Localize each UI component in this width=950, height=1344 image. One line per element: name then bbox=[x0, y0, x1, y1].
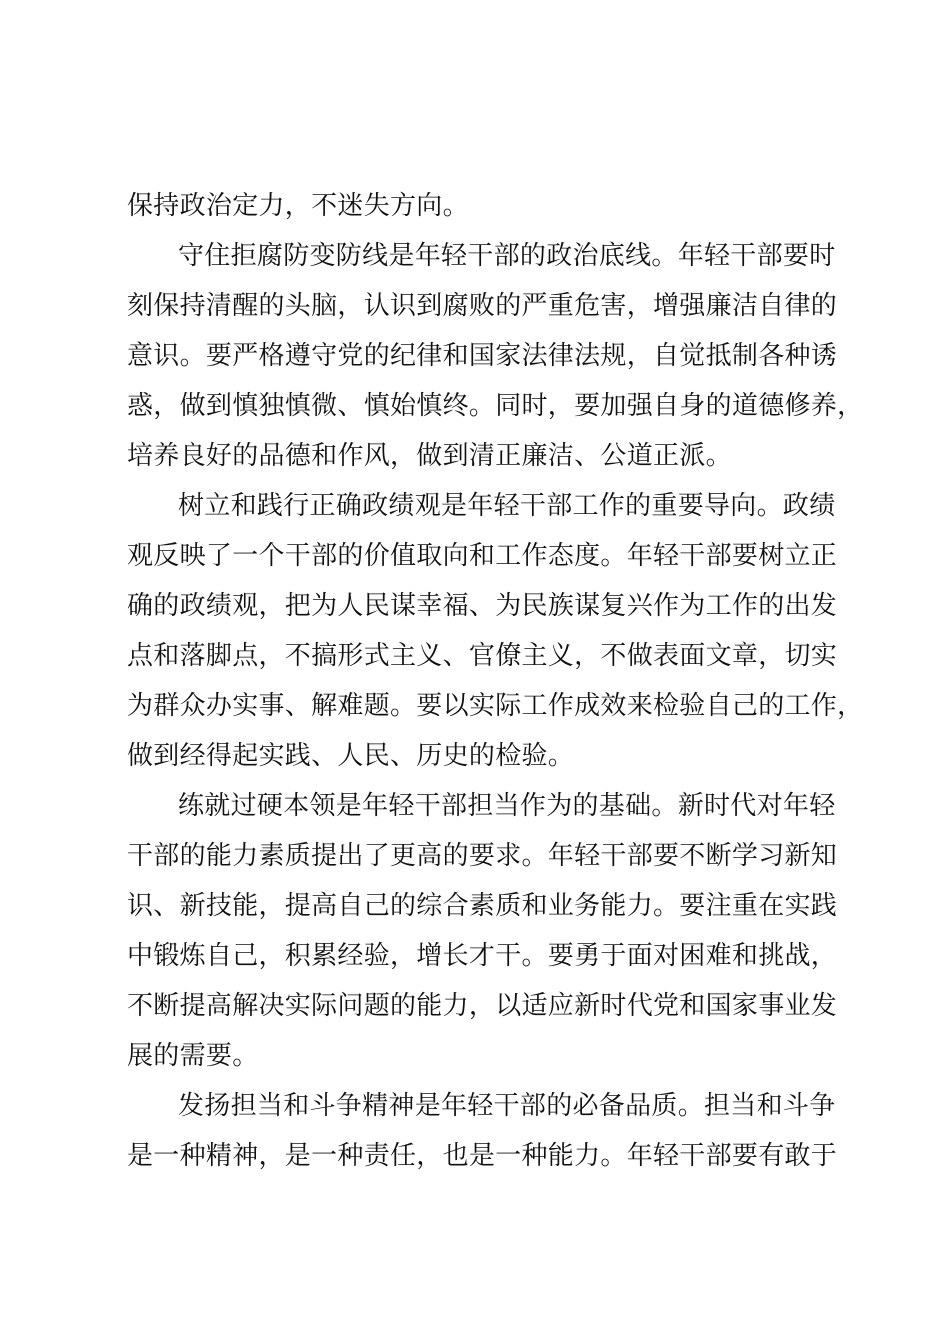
text-line: 干部的能力素质提出了更高的要求。年轻干部要不断学习新知 bbox=[127, 841, 838, 871]
text-line: 树立和践行正确政绩观是年轻干部工作的重要导向。政绩 bbox=[178, 491, 836, 521]
text-line: 观反映了一个干部的价值取向和工作态度。年轻干部要树立正 bbox=[127, 541, 838, 571]
text-line: 点和落脚点，不搞形式主义、官僚主义，不做表面文章，切实 bbox=[127, 641, 838, 671]
text-line: 意识。要严格遵守党的纪律和国家法律法规，自觉抵制各种诱 bbox=[127, 341, 838, 371]
text-line: 不断提高解决实际问题的能力，以适应新时代党和国家事业发 bbox=[127, 991, 838, 1021]
text-line: 惑，做到慎独慎微、慎始慎终。同时，要加强自身的道德修养， bbox=[127, 391, 864, 421]
text-line: 发扬担当和斗争精神是年轻干部的必备品质。担当和斗争 bbox=[178, 1091, 836, 1121]
body-text bbox=[127, 181, 862, 1181]
text-line: 做到经得起实践、人民、历史的检验。 bbox=[127, 741, 575, 771]
text-line: 中锻炼自己，积累经验，增长才干。要勇于面对困难和挑战， bbox=[127, 941, 838, 971]
text-line: 为群众办实事、解难题。要以实际工作成效来检验自己的工作， bbox=[127, 691, 864, 721]
text-line: 是一种精神，是一种责任，也是一种能力。年轻干部要有敢于 bbox=[127, 1141, 838, 1171]
text-line: 练就过硬本领是年轻干部担当作为的基础。新时代对年轻 bbox=[178, 791, 836, 821]
text-line: 培养良好的品德和作风，做到清正廉洁、公道正派。 bbox=[127, 441, 732, 471]
text-line: 刻保持清醒的头脑，认识到腐败的严重危害，增强廉洁自律的 bbox=[127, 291, 838, 321]
text-line: 保持政治定力，不迷失方向。 bbox=[127, 191, 469, 221]
text-line: 识、新技能，提高自己的综合素质和业务能力。要注重在实践 bbox=[127, 891, 838, 921]
text-line: 守住拒腐防变防线是年轻干部的政治底线。年轻干部要时 bbox=[178, 241, 836, 271]
text-line: 确的政绩观，把为人民谋幸福、为民族谋复兴作为工作的出发 bbox=[127, 591, 838, 621]
text-line: 展的需要。 bbox=[127, 1041, 259, 1071]
